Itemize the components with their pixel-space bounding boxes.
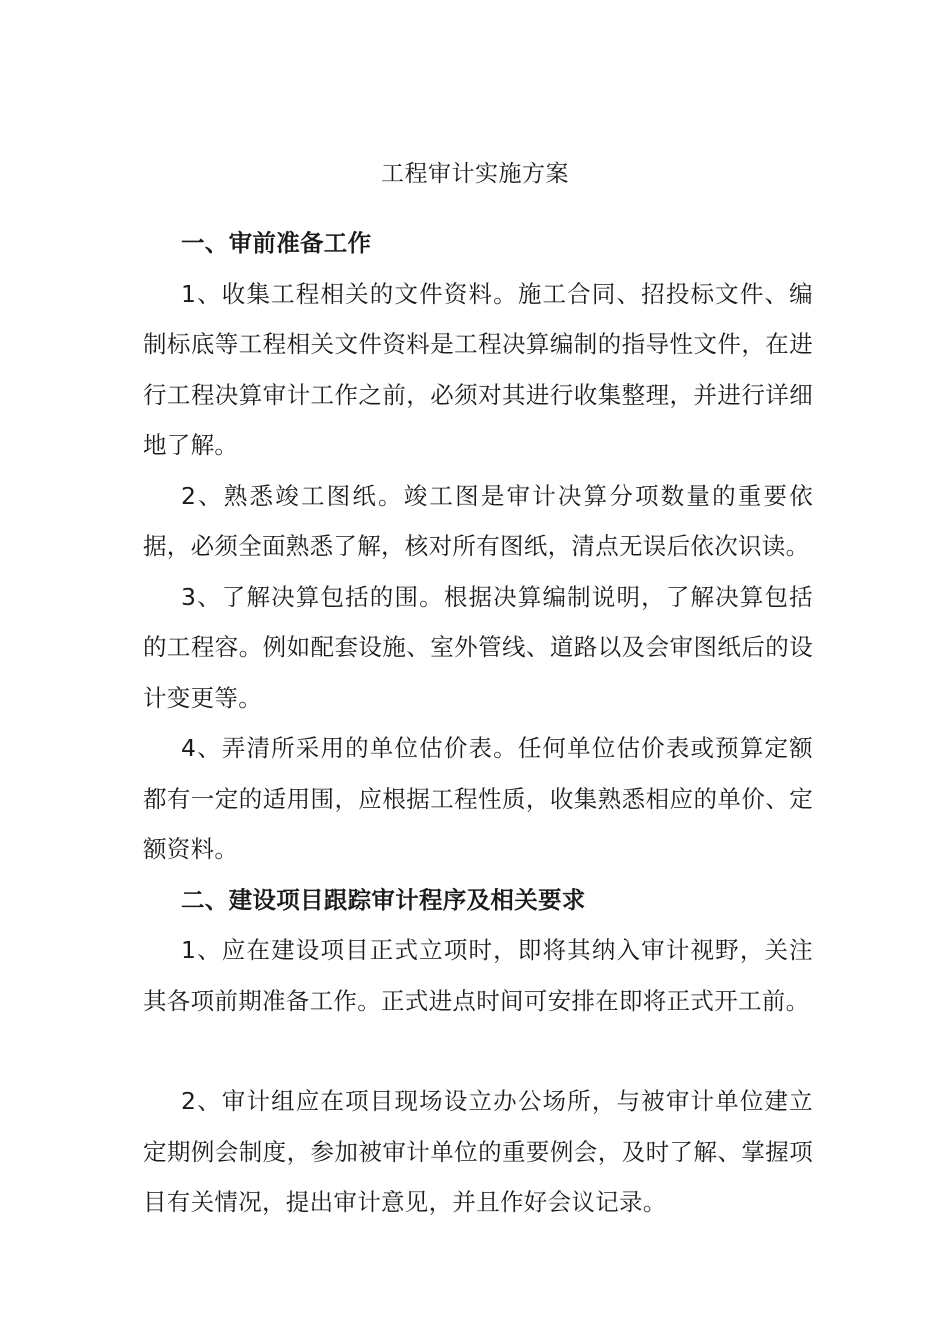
section-audit-preparation	[143, 218, 813, 875]
paragraph: 2、审计组应在项目现场设立办公场所，与被审计单位建立定期例会制度，参加被审计单位的重要例会，及时了解、掌握项目有关情况，提出审计意见，并且作好会议记录。	[143, 1087, 813, 1216]
paragraph: 3、了解决算包括的围。根据决算编制说明，了解决算包括的工程容。例如配套设施、室外管线、道路以及会审图纸后的设计变更等。	[143, 582, 813, 712]
section-heading: 一、审前准备工作	[181, 229, 372, 257]
paragraph: 4、弄清所采用的单位估价表。任何单位估价表或预算定额都有一定的适用围，应根据工程性质，收集熟悉相应的单价、定额资料。	[143, 734, 813, 863]
paragraph: 1、应在建设项目正式立项时，即将其纳入审计视野，关注其各项前期准备工作。正式进点时间可安排在即将正式开工前。	[143, 936, 813, 1015]
section-tracking-audit-procedure	[143, 875, 813, 1228]
document-body	[143, 218, 813, 1228]
paragraph: 2、熟悉竣工图纸。竣工图是审计决算分项数量的重要依据，必须全面熟悉了解，核对所有图纸，清点无误后依次识读。	[143, 481, 813, 560]
document-title: 工程审计实施方案	[381, 161, 569, 187]
section-heading: 二、建设项目跟踪审计程序及相关要求	[181, 885, 586, 914]
paragraph: 1、收集工程相关的文件资料。施工合同、招投标文件、编制标底等工程相关文件资料是工程决算编制的指导性文件，在进行工程决算审计工作之前，必须对其进行收集整理，并进行详细地了解。	[143, 279, 813, 459]
